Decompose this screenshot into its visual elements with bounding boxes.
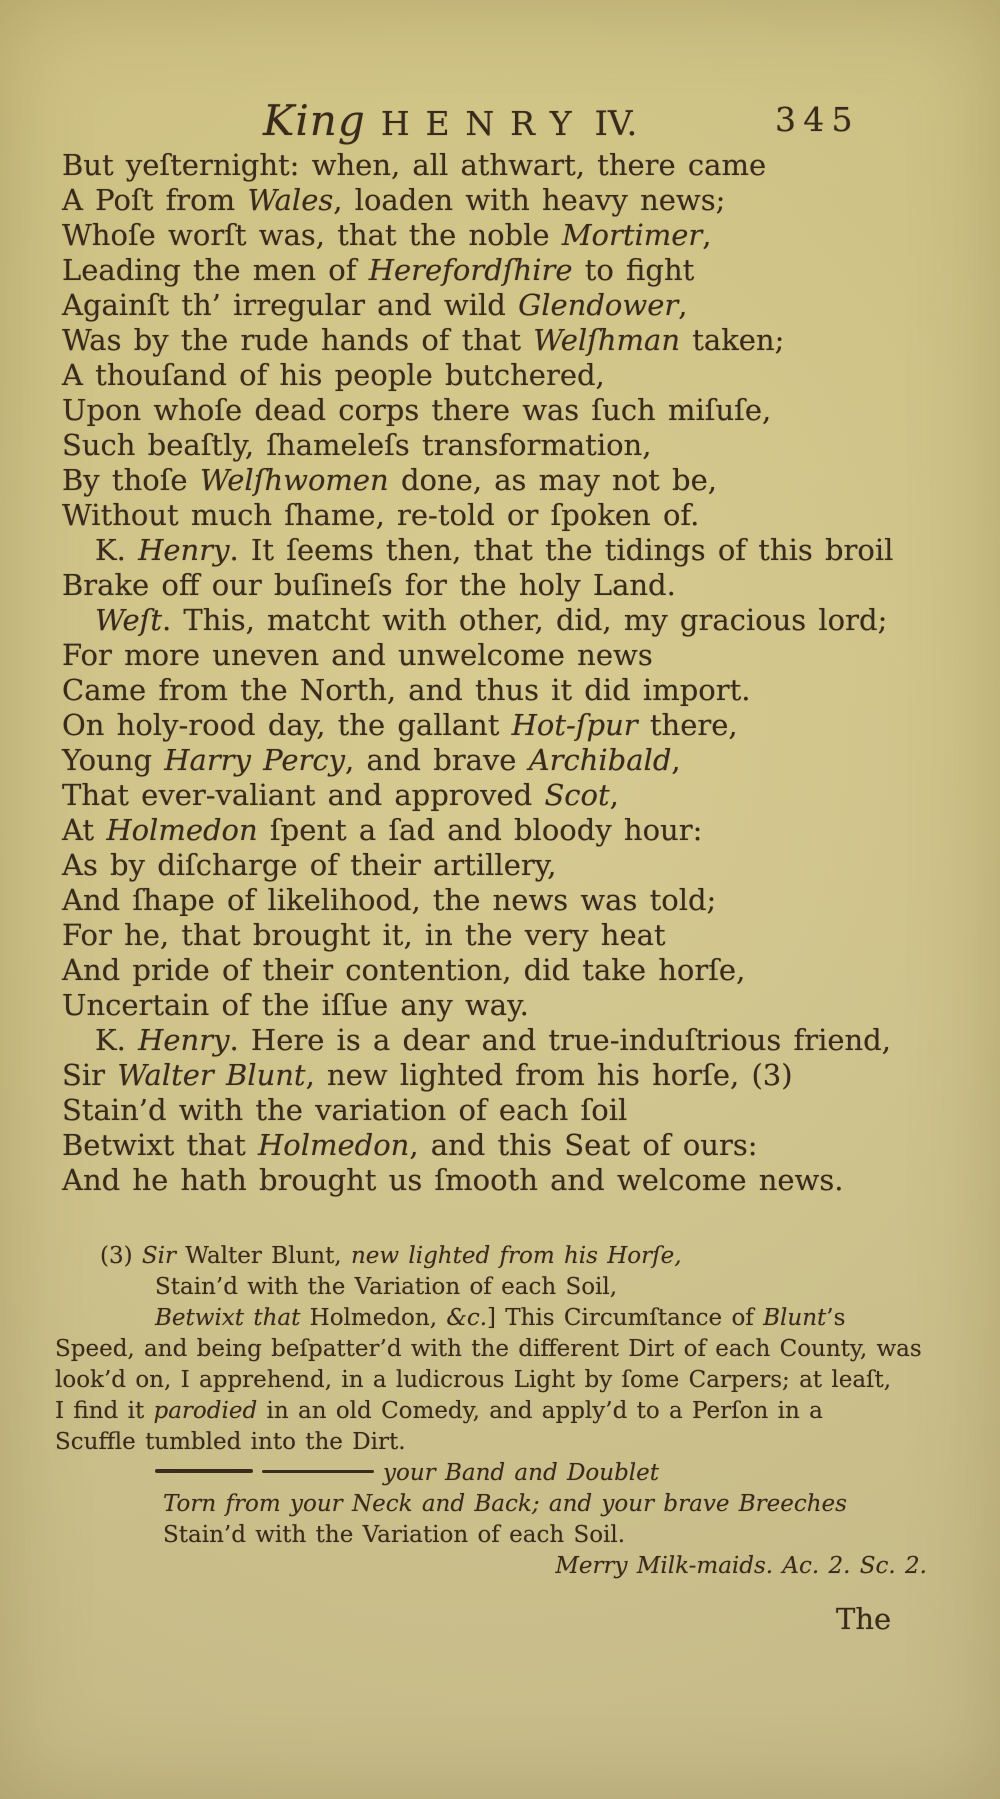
page-number: 345 xyxy=(775,100,860,139)
italic-text: Welſhman xyxy=(533,323,681,357)
roman-text: taken; xyxy=(680,323,785,357)
italic-text: Holmedon xyxy=(257,1128,410,1162)
italic-text: Betwixt that xyxy=(155,1305,301,1331)
roman-text: A thouſand of his people butchered, xyxy=(62,358,605,392)
verse-line xyxy=(62,498,962,533)
roman-text: Againſt th’ irregular and wild xyxy=(62,288,519,322)
roman-text: Sir xyxy=(62,1058,118,1092)
italic-text: Merry Milk-maids. Ac. 2. Sc. 2. xyxy=(555,1553,927,1579)
roman-text: Without much ſhame, re-told or ſpoken of. xyxy=(62,498,700,532)
roman-text: K. xyxy=(95,533,139,567)
roman-text: Stain’d with the Variation of each Soil, xyxy=(155,1274,618,1300)
roman-text: Betwixt that xyxy=(62,1128,258,1162)
footnote-line xyxy=(55,1241,933,1272)
roman-text: Was by the rude hands of that xyxy=(62,323,534,357)
roman-text: Stain’d with the Variation of each Soil. xyxy=(163,1522,626,1548)
italic-text: Torn from your Neck and Back; and your brave Breeches xyxy=(163,1491,847,1517)
roman-text: That ever-valiant and approved xyxy=(62,778,545,812)
italic-text: Holmedon xyxy=(106,813,258,847)
roman-text: Uncertain of the iſſue any way. xyxy=(62,988,529,1022)
roman-text: (3) xyxy=(100,1243,142,1269)
italic-text: Herefordſhire xyxy=(368,253,573,287)
italic-text: Weſt xyxy=(95,603,162,637)
roman-text: look’d on, I apprehend, in a ludicrous Light by ſome Carpers; at leaſt, xyxy=(55,1367,892,1393)
roman-text: Came from the North, and thus it did import. xyxy=(62,673,751,707)
footnote-block xyxy=(55,1241,933,1582)
italic-text: Harry Percy xyxy=(164,743,346,777)
italic-text: your Band and Doublet xyxy=(383,1460,660,1486)
roman-text: By thoſe xyxy=(62,463,200,497)
roman-text: But yeſternight: when, all athwart, there came xyxy=(62,148,767,182)
verse-line xyxy=(62,1093,962,1128)
roman-text: Leading the men of xyxy=(62,253,369,287)
roman-text: Upon whoſe dead corps there was ſuch miſuſe, xyxy=(62,393,772,427)
roman-text: , xyxy=(609,778,619,812)
verse-line xyxy=(62,463,962,498)
roman-text: A Poſt from xyxy=(62,183,248,217)
verse-line xyxy=(62,393,962,428)
roman-text: Stain’d with the variation of each ſoil xyxy=(62,1093,628,1127)
footnote-line xyxy=(55,1489,933,1520)
italic-text: Sir xyxy=(141,1243,176,1269)
italic-text: Mortimer xyxy=(561,218,703,252)
verse-line xyxy=(62,1128,962,1163)
verse-line xyxy=(62,428,962,463)
verse-line xyxy=(62,1163,962,1198)
italic-text: Archibald xyxy=(528,743,672,777)
roman-text: , loaden with heavy news; xyxy=(333,183,726,217)
italic-text: parodied xyxy=(153,1398,258,1424)
title-word-henry: HENRY xyxy=(380,104,588,143)
roman-text: to fight xyxy=(572,253,695,287)
verse-line xyxy=(62,288,962,323)
italic-text: Henry xyxy=(138,1023,230,1057)
verse-line xyxy=(62,568,962,603)
verse-line xyxy=(62,778,962,813)
play-text-block xyxy=(62,148,962,1198)
italic-text: Blunt xyxy=(763,1305,827,1331)
running-head xyxy=(0,96,1000,146)
italic-text: Henry xyxy=(138,533,230,567)
footnote-line xyxy=(55,1365,933,1396)
italic-text: &c. xyxy=(446,1305,488,1331)
roman-text: On holy-rood day, the gallant xyxy=(62,708,512,742)
roman-text: . This, matcht with other, did, my gracious lord; xyxy=(162,603,888,637)
roman-text: Scuffle tumbled into the Dirt. xyxy=(55,1429,406,1455)
verse-line xyxy=(62,148,962,183)
roman-text: done, as may not be, xyxy=(388,463,718,497)
roman-text: , and brave xyxy=(345,743,529,777)
verse-line xyxy=(62,918,962,953)
verse-line xyxy=(62,848,962,883)
roman-text: Walter Blunt, xyxy=(176,1243,351,1269)
roman-text: there, xyxy=(637,708,738,742)
footnote-line xyxy=(55,1551,933,1582)
footnote-line xyxy=(55,1303,933,1334)
roman-text: , and this Seat of ours: xyxy=(409,1128,758,1162)
verse-line xyxy=(62,253,962,288)
roman-text: ſpent a ſad and bloody hour: xyxy=(257,813,703,847)
roman-text: . It ſeems then, that the tidings of this broil xyxy=(229,533,894,567)
italic-text: Welſhwomen xyxy=(199,463,389,497)
roman-text: , xyxy=(671,743,681,777)
verse-line xyxy=(62,883,962,918)
roman-text: ’s xyxy=(826,1305,846,1331)
footnote-line xyxy=(55,1520,933,1551)
page-title xyxy=(263,96,637,145)
roman-text: Holmedon, xyxy=(300,1305,447,1331)
verse-line xyxy=(62,1058,962,1093)
roman-text: And ſhape of likelihood, the news was told; xyxy=(62,883,717,917)
verse-line xyxy=(62,708,962,743)
roman-text: I find it xyxy=(55,1398,154,1424)
roman-text: Whoſe worſt was, that the noble xyxy=(62,218,562,252)
roman-text: ] This Circumſtance of xyxy=(487,1305,764,1331)
verse-line xyxy=(62,813,962,848)
roman-text: And pride of their contention, did take horſe, xyxy=(62,953,746,987)
italic-text: Glendower xyxy=(518,288,679,322)
italic-text: Walter Blunt xyxy=(117,1058,306,1092)
footnote-line xyxy=(55,1334,933,1365)
roman-text: . Here is a dear and true-induſtrious friend, xyxy=(229,1023,891,1057)
footnote-line xyxy=(55,1427,933,1458)
roman-text: Speed, and being beſpatter’d with the different Dirt of each County, was xyxy=(55,1336,922,1362)
roman-text: At xyxy=(62,813,107,847)
italic-text: Hot-ſpur xyxy=(511,708,638,742)
italic-text: new lighted from his Horſe, xyxy=(350,1243,682,1269)
verse-line xyxy=(62,183,962,218)
verse-line xyxy=(62,743,962,778)
roman-text: , new lighted from his horſe, (3) xyxy=(305,1058,793,1092)
roman-text: For he, that brought it, in the very heat xyxy=(62,918,666,952)
roman-text: Such beaſtly, ſhameleſs transformation, xyxy=(62,428,652,462)
italic-text: Scot xyxy=(544,778,610,812)
italic-text: Wales xyxy=(247,183,334,217)
verse-line xyxy=(62,533,962,568)
verse-line xyxy=(62,1023,962,1058)
verse-line xyxy=(62,988,962,1023)
catchword: The xyxy=(836,1602,892,1636)
roman-text: K. xyxy=(95,1023,139,1057)
verse-line xyxy=(62,358,962,393)
verse-line xyxy=(62,323,962,358)
roman-text: , xyxy=(678,288,688,322)
verse-line xyxy=(62,218,962,253)
quotation-dash-rule xyxy=(155,1469,253,1473)
verse-line xyxy=(62,953,962,988)
verse-line xyxy=(62,603,962,638)
roman-text: For more uneven and unwelcome news xyxy=(62,638,653,672)
roman-text: And he hath brought us ſmooth and welcome news. xyxy=(62,1163,844,1197)
roman-text: As by diſcharge of their artillery, xyxy=(62,848,557,882)
quotation-dash-rule xyxy=(262,1470,374,1473)
footnote-line xyxy=(55,1272,933,1303)
roman-text: , xyxy=(702,218,712,252)
verse-line xyxy=(62,638,962,673)
roman-text: in an old Comedy, and apply’d to a Perſon in a xyxy=(257,1398,823,1424)
roman-text: Brake off our buſineſs for the holy Land. xyxy=(62,568,676,602)
verse-line xyxy=(62,673,962,708)
footnote-line xyxy=(55,1396,933,1427)
title-word-king: King xyxy=(263,96,366,145)
roman-text: Young xyxy=(62,743,165,777)
title-numeral: IV. xyxy=(594,104,638,144)
footnote-line xyxy=(55,1458,933,1489)
